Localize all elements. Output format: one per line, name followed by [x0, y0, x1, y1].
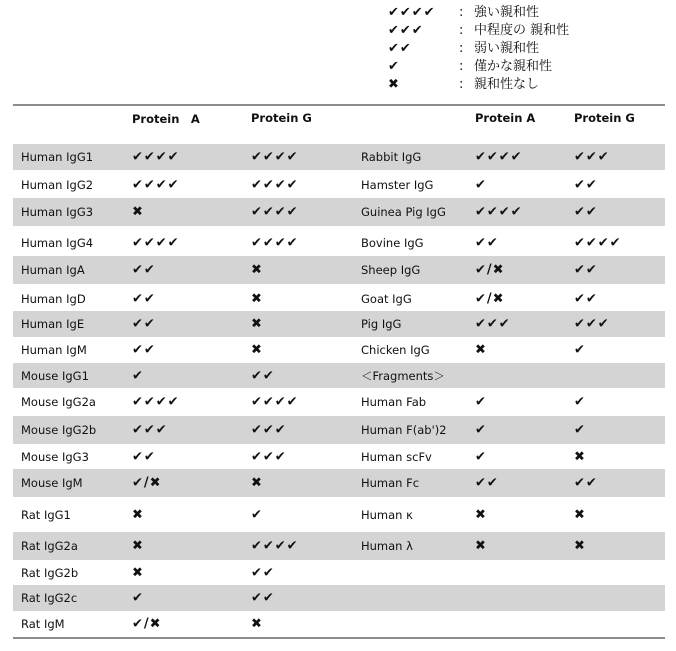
protein-g-affinity: ✔✔✔✔ [251, 538, 299, 554]
row-name: Mouse IgM [21, 476, 83, 490]
protein-g-affinity: ✖ [251, 475, 263, 491]
row-name: Human IgG1 [21, 150, 94, 164]
protein-g-affinity: ✖ [251, 262, 263, 278]
table-row [13, 469, 665, 497]
protein-g-affinity: ✖ [251, 342, 263, 358]
table-row [13, 172, 665, 198]
legend-text: 弱い親和性 [474, 41, 540, 56]
protein-g-affinity-right: ✖ [574, 538, 586, 554]
protein-a-affinity-right: ✖ [475, 342, 487, 358]
protein-g-affinity-right: ✖ [574, 449, 586, 464]
protein-a-affinity: ✔/✖ [132, 475, 162, 491]
row-name: Human IgG3 [21, 205, 94, 219]
row-name: Human IgM [21, 343, 87, 357]
table-bottom-rule [13, 637, 665, 639]
protein-a-affinity: ✔✔✔✔ [132, 177, 180, 193]
protein-a-affinity-right: ✖ [475, 507, 487, 522]
protein-a-affinity: ✖ [132, 507, 144, 522]
protein-a-affinity: ✔✔ [132, 316, 156, 332]
legend-text: 中程度の 親和性 [474, 23, 570, 38]
protein-g-affinity-right: ✔✔ [574, 262, 598, 278]
row-name-right: Bovine IgG [361, 236, 424, 250]
legend-symbol: ✔ [388, 59, 400, 74]
protein-a-affinity: ✔✔ [132, 342, 156, 358]
protein-a-affinity: ✔/✖ [132, 616, 162, 632]
legend-symbol: ✔✔✔✔ [388, 5, 436, 20]
legend-text: 僅かな親和性 [474, 59, 553, 74]
protein-a-affinity-right: ✔/✖ [475, 291, 505, 306]
row-name-right: Human Fc [361, 476, 420, 490]
protein-a-affinity-right: ✔ [475, 449, 487, 464]
protein-a-affinity: ✔✔ [132, 262, 156, 278]
protein-a-affinity-right: ✖ [475, 538, 487, 554]
legend-symbol: ✖ [388, 77, 400, 92]
protein-g-affinity-right: ✔✔ [574, 291, 598, 306]
protein-g-affinity-right: ✔ [574, 394, 586, 410]
protein-g-affinity: ✔✔✔✔ [251, 177, 299, 193]
protein-a-affinity: ✔ [132, 590, 144, 606]
protein-g-affinity-right: ✔ [574, 342, 586, 358]
protein-g-affinity-right: ✔✔✔✔ [574, 235, 622, 251]
row-name: Human IgD [21, 291, 86, 306]
protein-a-affinity-right: ✔✔✔ [475, 316, 511, 332]
table-row [13, 286, 665, 311]
row-name-right: Pig IgG [361, 317, 402, 331]
row-name-right: Human λ [361, 539, 413, 553]
table-row [13, 144, 665, 170]
protein-g-affinity-right: ✔✔ [574, 204, 598, 220]
protein-g-affinity: ✖ [251, 616, 263, 632]
protein-g-affinity: ✔✔✔✔ [251, 204, 299, 220]
table-row [13, 363, 665, 388]
row-name-right: Hamster IgG [361, 178, 434, 192]
row-name-right: Chicken IgG [361, 343, 430, 357]
header-protein-g-right: Protein G [574, 111, 635, 125]
row-name-right: Human F(ab')2 [361, 423, 447, 437]
legend-colon: : [459, 5, 464, 20]
row-name: Human IgE [21, 317, 85, 331]
row-name: Human IgA [21, 263, 85, 277]
row-name: Rat IgG2c [21, 591, 78, 605]
table-row [13, 198, 665, 226]
protein-a-affinity-right: ✔ [475, 394, 487, 410]
row-name: Mouse IgG1 [21, 368, 89, 383]
protein-g-affinity: ✔✔✔✔ [251, 235, 299, 251]
legend-colon: : [459, 59, 464, 74]
protein-g-affinity-right: ✔✔✔ [574, 316, 610, 332]
legend-text: 強い親和性 [474, 5, 540, 20]
protein-a-affinity-right: ✔✔✔✔ [475, 204, 523, 220]
table-row [13, 416, 665, 444]
protein-g-affinity-right: ✖ [574, 507, 586, 522]
row-name: Human IgG4 [21, 236, 94, 250]
protein-a-affinity-right: ✔ [475, 422, 487, 438]
protein-g-affinity: ✔✔✔✔ [251, 149, 299, 165]
row-name-right: Human scFv [361, 449, 432, 464]
row-name-right: Goat IgG [361, 291, 412, 306]
legend-colon: : [459, 77, 464, 92]
row-name: Mouse IgG2b [21, 423, 97, 437]
header-protein-a-left: Protein A [132, 112, 200, 126]
protein-a-affinity: ✔✔✔✔ [132, 149, 180, 165]
header-protein-a-right: Protein A [475, 111, 536, 125]
protein-a-affinity: ✔✔✔✔ [132, 394, 180, 410]
protein-g-affinity-right: ✔ [574, 422, 586, 438]
table-row [13, 230, 665, 256]
legend-colon: : [459, 41, 464, 56]
protein-g-affinity: ✔✔✔✔ [251, 394, 299, 410]
protein-a-affinity: ✔✔ [132, 291, 156, 306]
row-name-right: Human κ [361, 507, 413, 522]
legend-symbol: ✔✔✔ [388, 23, 424, 38]
row-name-right: ＜Fragments＞ [361, 368, 445, 383]
protein-g-affinity: ✔✔ [251, 368, 275, 383]
protein-g-affinity-right: ✔✔ [574, 177, 598, 193]
table-row [13, 585, 665, 611]
protein-a-affinity-right: ✔✔ [475, 235, 499, 251]
table-top-rule [13, 104, 665, 106]
protein-g-affinity: ✖ [251, 316, 263, 332]
table-row [13, 388, 665, 416]
table-row [13, 532, 665, 560]
header-protein-g-left: Protein G [251, 111, 312, 125]
table-row [13, 256, 665, 284]
row-name: Human IgG2 [21, 178, 94, 192]
row-name-right: Human Fab [361, 395, 427, 409]
protein-g-affinity: ✔ [251, 507, 263, 522]
row-name: Rat IgM [21, 617, 65, 631]
row-name: Rat IgG2a [21, 539, 78, 553]
protein-g-affinity: ✖ [251, 291, 263, 306]
protein-a-affinity-right: ✔ [475, 177, 487, 193]
row-name-right: Rabbit IgG [361, 150, 422, 164]
protein-g-affinity: ✔✔ [251, 565, 275, 580]
row-name: Mouse IgG3 [21, 449, 89, 464]
table-row [13, 311, 665, 337]
protein-a-affinity-right: ✔✔ [475, 475, 499, 491]
protein-a-affinity: ✖ [132, 204, 144, 220]
protein-g-affinity: ✔✔✔ [251, 449, 287, 464]
protein-a-affinity-right: ✔/✖ [475, 262, 505, 278]
table-row [13, 337, 665, 363]
table-row [13, 560, 665, 585]
protein-g-affinity-right: ✔✔ [574, 475, 598, 491]
protein-g-affinity: ✔✔✔ [251, 422, 287, 438]
protein-g-affinity: ✔✔ [251, 590, 275, 606]
protein-a-affinity: ✔ [132, 368, 144, 383]
table-row [13, 444, 665, 469]
row-name-right: Guinea Pig IgG [361, 205, 446, 219]
table-row [13, 611, 665, 637]
legend-colon: : [459, 23, 464, 38]
protein-a-affinity: ✖ [132, 538, 144, 554]
protein-a-affinity: ✖ [132, 565, 144, 580]
row-name: Mouse IgG2a [21, 395, 96, 409]
protein-a-affinity: ✔✔ [132, 449, 156, 464]
row-name: Rat IgG1 [21, 507, 71, 522]
legend-symbol: ✔✔ [388, 41, 412, 56]
protein-a-affinity: ✔✔✔✔ [132, 235, 180, 251]
protein-a-affinity-right: ✔✔✔✔ [475, 149, 523, 165]
row-name-right: Sheep IgG [361, 263, 421, 277]
legend-text: 親和性なし [474, 77, 540, 92]
protein-a-affinity: ✔✔✔ [132, 422, 168, 438]
row-name: Rat IgG2b [21, 565, 79, 580]
protein-g-affinity-right: ✔✔✔ [574, 149, 610, 165]
table-row [13, 497, 665, 532]
